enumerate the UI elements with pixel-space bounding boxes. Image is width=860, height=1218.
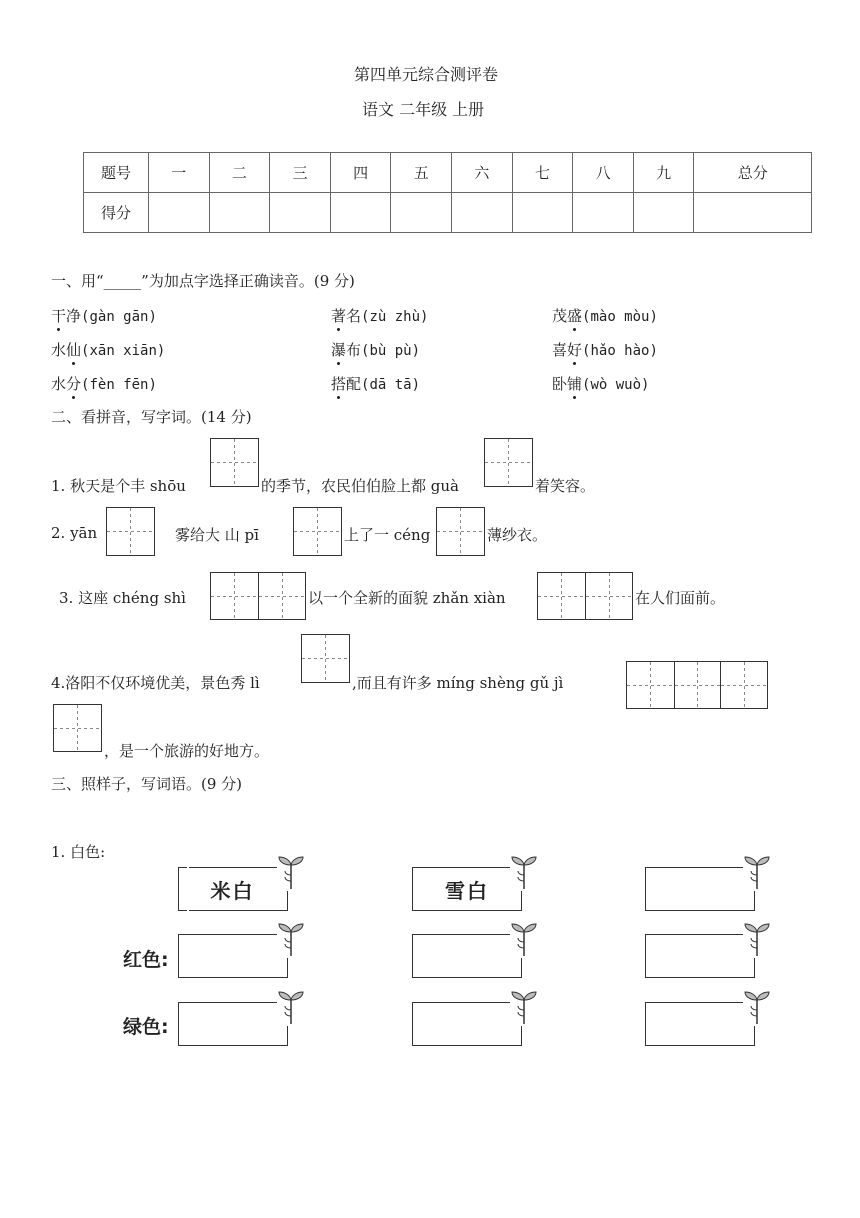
writing-grid[interactable] [210,438,259,487]
row-label-red: 红色: [123,949,169,971]
question-text: 上了一 céng [344,526,431,544]
sprout-icon [743,922,771,958]
score-input-cell[interactable] [452,193,513,233]
question-text: ,而且有许多 míng shèng gǔ jì [352,674,564,692]
word-card-blank[interactable] [412,934,522,978]
writing-grid[interactable] [484,438,533,487]
word-card-example: 雪白 [412,867,522,911]
sprout-icon [510,922,538,958]
word-card-blank[interactable] [645,934,755,978]
score-input-cell[interactable] [149,193,210,233]
dotted-char: 搭 [331,375,347,393]
pinyin-item[interactable]: 搭配(dā tā) [331,375,421,393]
dotted-char: 铺 [567,375,583,393]
writing-grid[interactable] [436,507,485,556]
table-cell: 一 [149,153,210,193]
sprout-icon [510,990,538,1026]
table-cell: 五 [391,153,452,193]
page-subtitle: 语文 二年级 上册 [362,100,485,119]
writing-grid[interactable] [537,572,633,620]
section1-heading: 一、用“_____”为加点字选择正确读音。(9 分) [51,272,355,290]
question-text: 着笑容。 [535,477,596,495]
table-cell: 得分 [84,193,149,233]
sprout-icon [277,990,305,1026]
score-input-cell[interactable] [270,193,331,233]
writing-grid[interactable] [293,507,342,556]
question-text: 雾给大 山 pī [175,526,259,544]
score-input-cell[interactable] [209,193,270,233]
writing-grid[interactable] [301,634,350,683]
table-cell: 四 [330,153,391,193]
question-text: 1. 秋天是个丰 shōu [51,477,186,495]
score-table-header-row [84,153,812,193]
section3-heading: 三、照样子，写词语。(9 分) [51,775,243,793]
table-cell: 三 [270,153,331,193]
question-text: 2. yān [51,524,98,542]
word-card-blank[interactable] [645,867,755,911]
sprout-icon [510,855,538,891]
score-input-cell[interactable] [512,193,573,233]
word-card-example: 米白 [178,867,288,911]
question-text: 4.洛阳不仅环境优美，景色秀 lì [51,674,260,692]
writing-grid[interactable] [106,507,155,556]
writing-grid[interactable] [53,704,102,752]
score-input-cell[interactable] [391,193,452,233]
table-cell: 六 [452,153,513,193]
page-title: 第四单元综合测评卷 [354,65,499,84]
dotted-char: 仙 [66,341,82,359]
score-table [83,152,812,233]
question-text: 在人们面前。 [635,589,726,607]
word-card-blank[interactable] [645,1002,755,1046]
dotted-char: 著 [331,307,347,325]
word-card-blank[interactable] [178,1002,288,1046]
table-cell: 题号 [84,153,149,193]
pinyin-item[interactable]: 干净(gàn gān) [51,307,157,325]
sprout-icon [277,922,305,958]
dotted-char: 分 [66,375,82,393]
word-card-blank[interactable] [178,934,288,978]
question-text: 以一个全新的面貌 zhǎn xiàn [308,589,506,607]
table-cell: 九 [633,153,694,193]
pinyin-item[interactable]: 水仙(xān xiān) [51,341,166,359]
sprout-icon [743,855,771,891]
question-label: 1. 白色: [51,843,106,861]
question-text: 的季节，农民伯伯脸上都 guà [261,477,459,495]
sprout-icon [743,990,771,1026]
question-text: ，是一个旅游的好地方。 [104,742,270,760]
pinyin-item[interactable]: 喜好(hǎo hào) [552,341,658,359]
writing-grid[interactable] [210,572,306,620]
dotted-char: 瀑 [331,341,347,359]
sprout-icon [277,855,305,891]
table-cell: 总分 [694,153,812,193]
score-input-cell[interactable] [694,193,812,233]
row-label-green: 绿色: [123,1016,169,1038]
word-card-blank[interactable] [412,1002,522,1046]
question-text: 薄纱衣。 [487,526,548,544]
question-text: 3. 这座 chéng shì [59,589,186,607]
dotted-char: 干 [51,307,67,325]
table-cell: 八 [573,153,634,193]
table-cell: 二 [209,153,270,193]
dotted-char: 盛 [567,307,583,325]
score-table-score-row [84,193,812,233]
score-input-cell[interactable] [633,193,694,233]
section2-heading: 二、看拼音，写字词。(14 分) [51,408,252,426]
pinyin-item[interactable]: 茂盛(mào mòu) [552,307,658,325]
pinyin-item[interactable]: 瀑布(bù pù) [331,341,421,359]
dotted-char: 好 [567,341,583,359]
pinyin-item[interactable]: 水分(fèn fēn) [51,375,157,393]
writing-grid[interactable] [626,661,768,709]
pinyin-item[interactable]: 著名(zù zhù) [331,307,429,325]
score-input-cell[interactable] [330,193,391,233]
score-input-cell[interactable] [573,193,634,233]
pinyin-item[interactable]: 卧铺(wò wuò) [552,375,650,393]
table-cell: 七 [512,153,573,193]
